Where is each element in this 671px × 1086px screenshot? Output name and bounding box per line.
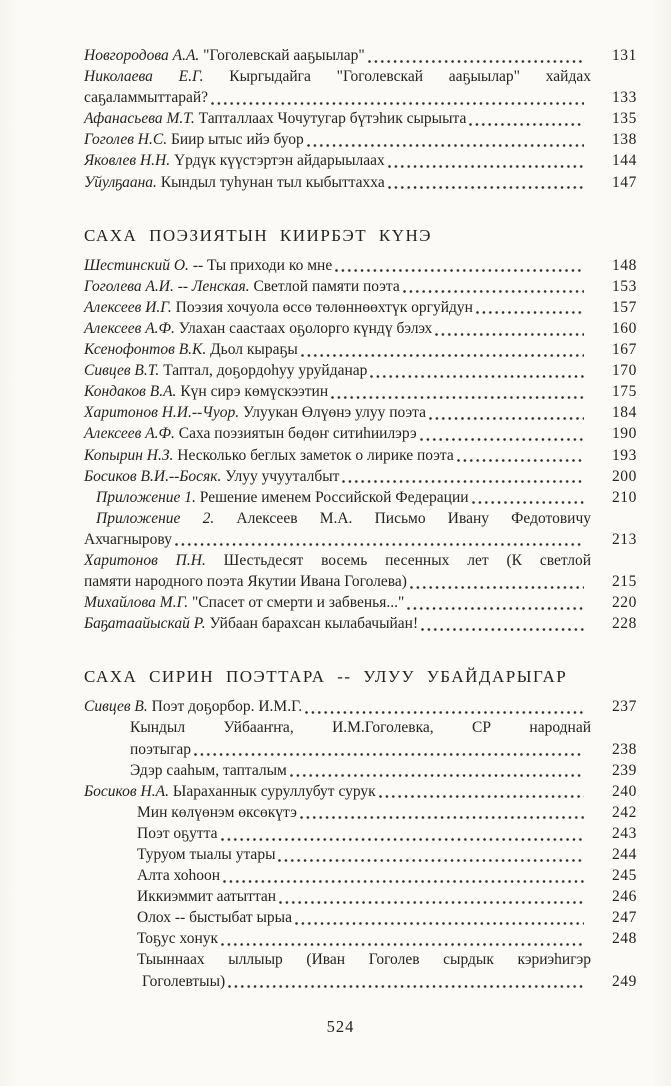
entry-author: Баҕатаайыскай Р. (84, 615, 206, 633)
entry-title-text: Тоҕус хонук (137, 930, 219, 948)
entry-title (84, 360, 367, 381)
entry-author: Новгородова А.А. (84, 47, 200, 64)
entry-title-text: Дьол кыраҕы (206, 341, 298, 359)
entry-title (84, 402, 426, 423)
entry-title (137, 907, 292, 928)
entry-title-text: Саха поэзиятын бөдөҥ ситиһиилэрэ (174, 425, 417, 443)
entry-page-number: 157 (611, 298, 637, 316)
entry-title (84, 423, 417, 444)
entry-page-number: 133 (611, 89, 637, 107)
leader-dots (307, 144, 584, 147)
leader-dots (342, 480, 584, 483)
entry-author: Уйулҕаана. (84, 173, 157, 191)
toc-entry-line (84, 802, 637, 823)
leader-dots (388, 186, 584, 189)
entry-title-text: Таптал, доҕордоһуу уруйданар (159, 362, 368, 380)
toc-entry-line (84, 255, 637, 276)
entry-page-number: 170 (611, 362, 637, 380)
entry-title-text: Эдэр сааһым, тапталым (130, 761, 287, 779)
leader-dots (370, 375, 584, 378)
toc-entry-line (84, 949, 637, 970)
entry-title-text: Кыргыдайга "Гоголевскай ааҕыылар" хайдах (203, 68, 591, 86)
entry-title (137, 928, 218, 949)
leader-dots (435, 333, 584, 336)
entry-title-text: Улуу учууталбыт (221, 467, 340, 485)
entry-page-number: 213 (611, 530, 637, 548)
toc-entry-line (84, 550, 637, 571)
entry-page-number: 215 (611, 573, 637, 591)
entry-title (84, 108, 466, 129)
entry-title (84, 276, 400, 297)
entry-title-text: Алексеев М.А. Письмо Ивану Федотовичу (214, 509, 592, 527)
entry-author: Приложение 2. (96, 509, 215, 527)
toc-entry-line (84, 508, 637, 529)
entry-title (84, 466, 339, 487)
entry-page-number: 200 (611, 467, 637, 485)
entry-title-text: "Гоголевскай ааҕыылар" (199, 47, 365, 64)
toc-entry-line (84, 529, 637, 550)
entry-title-text: Биир ытыс ийэ буор (167, 131, 304, 149)
entry-page-number: 184 (611, 404, 637, 422)
entry-title (84, 339, 298, 360)
entry-title (142, 971, 225, 992)
leader-dots (429, 417, 584, 420)
entry-author: Алексеев А.Ф. (84, 425, 175, 443)
entry-author: Алексеев А.Ф. (84, 319, 175, 337)
leader-dots (368, 60, 584, 63)
entry-page-number: 167 (611, 341, 637, 359)
entry-title (96, 508, 591, 529)
entry-page-number: 239 (611, 761, 637, 779)
entry-title (137, 865, 220, 886)
toc-entry-line (84, 928, 637, 949)
leader-dots (221, 943, 584, 946)
toc-entry-line (84, 402, 637, 423)
leader-dots (335, 269, 584, 272)
entry-title-text: Улахан саастаах оҕолорго күндү бэлэх (174, 319, 433, 337)
entry-author: Шестинский О. (84, 256, 189, 274)
entry-page-number: 148 (611, 256, 637, 274)
entry-page-number: 131 (611, 47, 637, 64)
leader-dots (407, 607, 584, 610)
leader-dots (278, 859, 584, 862)
entry-title-text: Решение именем Российской Федерации (195, 488, 469, 506)
entry-page-number: 243 (611, 824, 637, 842)
leader-dots (420, 438, 584, 441)
entry-title-text: Алта хоһоон (137, 867, 221, 885)
table-of-contents (84, 45, 637, 992)
entry-author: Харитонов П.Н. (84, 551, 206, 569)
entry-page-number: 144 (611, 152, 637, 170)
toc-entry-line (84, 381, 637, 402)
leader-dots (223, 880, 584, 883)
entry-title-text: Күн сирэ көмүскээтин (176, 383, 329, 401)
entry-page-number: 228 (611, 615, 637, 633)
toc-entry-line (84, 739, 637, 760)
entry-title-text: Улуукан Өлүөнэ улуу поэта (239, 404, 426, 422)
entry-title (84, 150, 385, 171)
entry-author: Кондаков В.А. (84, 383, 177, 401)
entry-title-text: Кындыл туһунан тыл кыбыттахха (156, 173, 385, 191)
entry-page-number: 246 (611, 888, 637, 906)
toc-entry-line (84, 129, 637, 150)
leader-dots (331, 396, 584, 399)
entry-page-number: 240 (611, 782, 637, 800)
entry-page-number: 220 (611, 594, 637, 612)
entry-page-number: 242 (611, 803, 637, 821)
leader-dots (221, 838, 584, 841)
entry-title (84, 696, 302, 717)
toc-entry-line (84, 823, 637, 844)
entry-title (84, 571, 407, 592)
entry-author: Афанасьева М.Т. (84, 110, 195, 128)
leader-dots (421, 628, 584, 631)
entry-title (137, 823, 218, 844)
entry-title (84, 529, 172, 550)
leader-dots (305, 711, 584, 714)
leader-dots (469, 123, 584, 126)
leader-dots (290, 774, 584, 777)
entry-page-number: 175 (611, 383, 637, 401)
entry-title-text: -- Ты приходи ко мне (188, 256, 333, 274)
entry-title (96, 487, 469, 508)
toc-entry-line (84, 87, 637, 108)
entry-author: Босиков Н.А. (84, 782, 169, 800)
entry-title-text: Иккиэммит аатыттан (137, 888, 277, 906)
toc-entry-line (84, 150, 637, 171)
toc-entry-line (84, 865, 637, 886)
entry-page-number: 249 (611, 972, 637, 990)
entry-title-text: Тапталлаах Чочутугар бүтэһик сырыыта (194, 110, 467, 128)
toc-entry-line (84, 781, 637, 802)
entry-author: Яковлев Н.Н. (84, 152, 171, 170)
toc-entry-line (84, 613, 637, 634)
leader-dots (301, 354, 584, 357)
entry-title (84, 381, 328, 402)
entry-page-number: 248 (611, 930, 637, 948)
leader-dots (388, 165, 584, 168)
entry-title-text: Ыараханнык суруллубут сурук (168, 782, 376, 800)
toc-entry-line (84, 717, 637, 738)
entry-author: Сивцев В. (84, 698, 148, 716)
entry-title (130, 760, 287, 781)
toc-entry-line (84, 339, 637, 360)
entry-page-number: 147 (611, 173, 637, 191)
toc-entry-line (84, 360, 637, 381)
entry-title-text: Несколько беглых заметок о лирике поэта (173, 446, 454, 464)
entry-title (84, 550, 591, 571)
entry-title (137, 802, 297, 823)
entry-title (137, 949, 591, 970)
toc-entry-line (84, 172, 637, 193)
toc-entry-line (84, 45, 637, 66)
entry-page-number: 190 (611, 425, 637, 443)
toc-entry-line (84, 466, 637, 487)
toc-entry-line (84, 445, 637, 466)
entry-page-number: 193 (611, 446, 637, 464)
toc-entry-line (84, 318, 637, 339)
leader-dots (211, 102, 584, 105)
entry-title (137, 886, 276, 907)
entry-author: Гоголев Н.С. (84, 131, 168, 149)
toc-entry-line (84, 907, 637, 928)
entry-title (130, 739, 191, 760)
entry-title (84, 318, 432, 339)
entry-title (84, 297, 473, 318)
entry-author: Михайлова М.Г. (84, 594, 189, 612)
section-heading: САХА СИРИН ПОЭТТАРА -- УЛУУ УБАЙДАРЫГАР (84, 667, 568, 687)
entry-title (84, 613, 418, 634)
entry-page-number: 247 (611, 909, 637, 927)
entry-title-text: поэтыгар (130, 740, 192, 758)
leader-dots (228, 985, 584, 988)
entry-title (84, 66, 591, 87)
entry-page-number: 153 (611, 277, 637, 295)
leader-dots (194, 753, 584, 756)
entry-title-text: памяти народного поэта Якутии Ивана Гоголева) (84, 573, 407, 591)
leader-dots (175, 543, 584, 546)
entry-title (84, 129, 304, 150)
leader-dots (279, 901, 584, 904)
entry-title-text: Олох -- быстыбат ырыа (137, 909, 292, 927)
entry-page-number: 244 (611, 846, 637, 863)
entry-title-text: Светлой памяти поэта (249, 277, 400, 295)
entry-title-text: Уйбаан барахсан кылабачыйан! (205, 615, 419, 633)
entry-page-number: 135 (611, 110, 637, 128)
entry-title-text: Кындыл Уйбааҥҥа, И.М.Гоголевка, СР народнай (130, 719, 591, 737)
toc-entry-line (84, 971, 637, 992)
entry-title-text: Шестьдесят восемь песенных лет (К светлой (205, 551, 591, 569)
toc-entry-line (84, 297, 637, 318)
entry-page-number: 245 (611, 867, 637, 885)
entry-title-text: саҕаламмыттарай? (84, 89, 209, 107)
entry-title (84, 45, 365, 66)
entry-page-number: 210 (611, 488, 637, 506)
entry-author: Гоголева А.И. -- Ленская. (84, 277, 250, 295)
entry-title-text: Поэзия хочуола өссө төлөннөөхтүк оргуйдун (171, 298, 473, 316)
entry-title-text: Поэт оҕутта (137, 824, 218, 842)
leader-dots (379, 795, 584, 798)
entry-page-number: 138 (611, 131, 637, 149)
entry-author: Приложение 1. (96, 488, 196, 506)
toc-entry-line (84, 844, 637, 865)
toc-entry-line (84, 66, 637, 87)
toc-entry-line (84, 423, 637, 444)
entry-title (84, 592, 404, 613)
leader-dots (410, 586, 584, 589)
leader-dots (457, 459, 584, 462)
entry-title-text: "Спасет от смерти и забвенья..." (188, 594, 405, 612)
entry-title-text: Мин көлүөнэм өксөкүтэ (137, 803, 297, 821)
leader-dots (472, 501, 584, 504)
entry-author: Босиков В.И.--Босяк. (84, 467, 222, 485)
entry-page-number: 237 (611, 698, 637, 716)
toc-entry-line (84, 696, 637, 717)
entry-title-text: Тыыннаах ыллыыр (Иван Гоголев сырдык кэриэһигэр (137, 951, 591, 969)
entry-title-text: Туруом тыалы утары (137, 846, 276, 863)
toc-entry-line (84, 571, 637, 592)
entry-author: Ксенофонтов В.К. (84, 341, 207, 359)
entry-author: Николаева Е.Г. (84, 68, 204, 86)
entry-title (84, 255, 332, 276)
entry-author: Харитонов Н.И.--Чуор. (84, 404, 240, 422)
toc-entry-line (84, 276, 637, 297)
leader-dots (295, 922, 584, 925)
section-heading: САХА ПОЭЗИЯТЫН КИИРБЭТ КҮНЭ (84, 225, 433, 245)
entry-title-text: Гоголевтыы) (142, 972, 226, 990)
leader-dots (300, 816, 584, 819)
leader-dots (403, 290, 584, 293)
entry-title (137, 844, 275, 865)
entry-title (84, 87, 208, 108)
toc-entry-line (84, 592, 637, 613)
entry-title (84, 445, 454, 466)
footer-page-number: 524 (326, 1016, 355, 1036)
entry-title (84, 781, 376, 802)
entry-title-text: Ахчагнырову (84, 530, 172, 548)
leader-dots (476, 311, 584, 314)
entry-author: Копырин Н.З. (84, 446, 174, 464)
toc-entry-line (84, 760, 637, 781)
entry-author: Алексеев И.Г. (84, 298, 172, 316)
toc-entry-line (84, 487, 637, 508)
entry-title-text: Үрдүк күүстэртэн айдарыылаах (170, 152, 385, 170)
entry-title (130, 717, 591, 738)
entry-title-text: Поэт доҕорбор. И.М.Г. (147, 698, 303, 716)
entry-page-number: 238 (611, 740, 637, 758)
toc-entry-line (84, 886, 637, 907)
entry-page-number: 160 (611, 319, 637, 337)
toc-entry-line (84, 108, 637, 129)
entry-author: Сивцев В.Т. (84, 362, 160, 380)
entry-title (84, 172, 385, 193)
